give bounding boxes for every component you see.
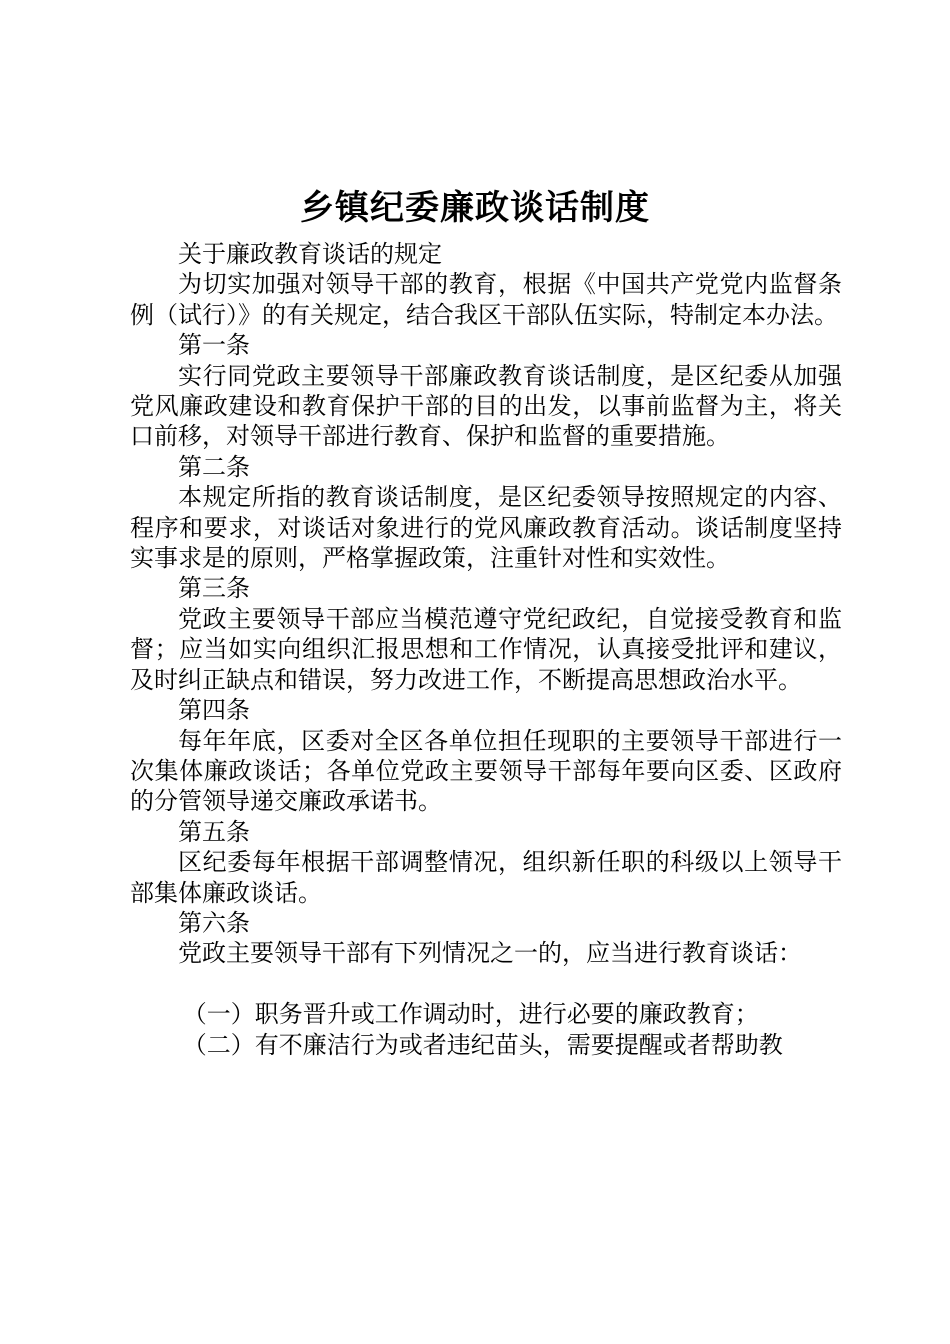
article-4-text: 每年年底，区委对全区各单位担任现职的主要领导干部进行一次集体廉政谈话；各单位党政主要领导干部每年要向区委、区政府的分管领导递交廉政承诺书。: [130, 726, 842, 816]
article-5-text: 区纪委每年根据干部调整情况，组织新任职的科级以上领导干部集体廉政谈话。: [130, 848, 842, 907]
article-1-heading: 第一条: [178, 331, 250, 360]
article-5-heading: 第五条: [178, 817, 250, 846]
article-6-heading: 第六条: [178, 908, 250, 937]
list-item: （二）有不廉洁行为或者违纪苗头，需要提醒或者帮助教: [182, 1030, 783, 1059]
article-2-heading: 第二条: [178, 452, 250, 481]
article-2-text: 本规定所指的教育谈话制度，是区纪委领导按照规定的内容、程序和要求，对谈话对象进行的党风廉政教育活动。谈话制度坚持实事求是的原则，严格掌握政策，注重针对性和实效性。: [130, 483, 842, 573]
subtitle: 关于廉政教育谈话的规定: [178, 240, 442, 268]
article-1-text: 实行同党政主要领导干部廉政教育谈话制度，是区纪委从加强党风廉政建设和教育保护干部的目的出发，以事前监督为主，将关口前移，对领导干部进行教育、保护和监督的重要措施。: [130, 361, 842, 451]
document-title: 乡镇纪委廉政谈话制度: [300, 188, 650, 228]
preamble-paragraph: 为切实加强对领导干部的教育，根据《中国共产党党内监督条例（试行）》的有关规定，结合我区干部队伍实际，特制定本办法。: [130, 270, 842, 329]
list-item: （一）职务晋升或工作调动时，进行必要的廉政教育；: [182, 1000, 759, 1029]
article-3-heading: 第三条: [178, 574, 250, 603]
document-body: [130, 239, 842, 1060]
blank-line: [130, 969, 842, 999]
article-3-text: 党政主要领导干部应当模范遵守党纪政纪，自觉接受教育和监督；应当如实向组织汇报思想和工作情况，认真接受批评和建议，及时纠正缺点和错误，努力改进工作，不断提高思想政治水平。: [130, 604, 842, 694]
article-6-text: 党政主要领导干部有下列情况之一的，应当进行教育谈话：: [178, 939, 802, 968]
article-4-heading: 第四条: [178, 696, 250, 725]
